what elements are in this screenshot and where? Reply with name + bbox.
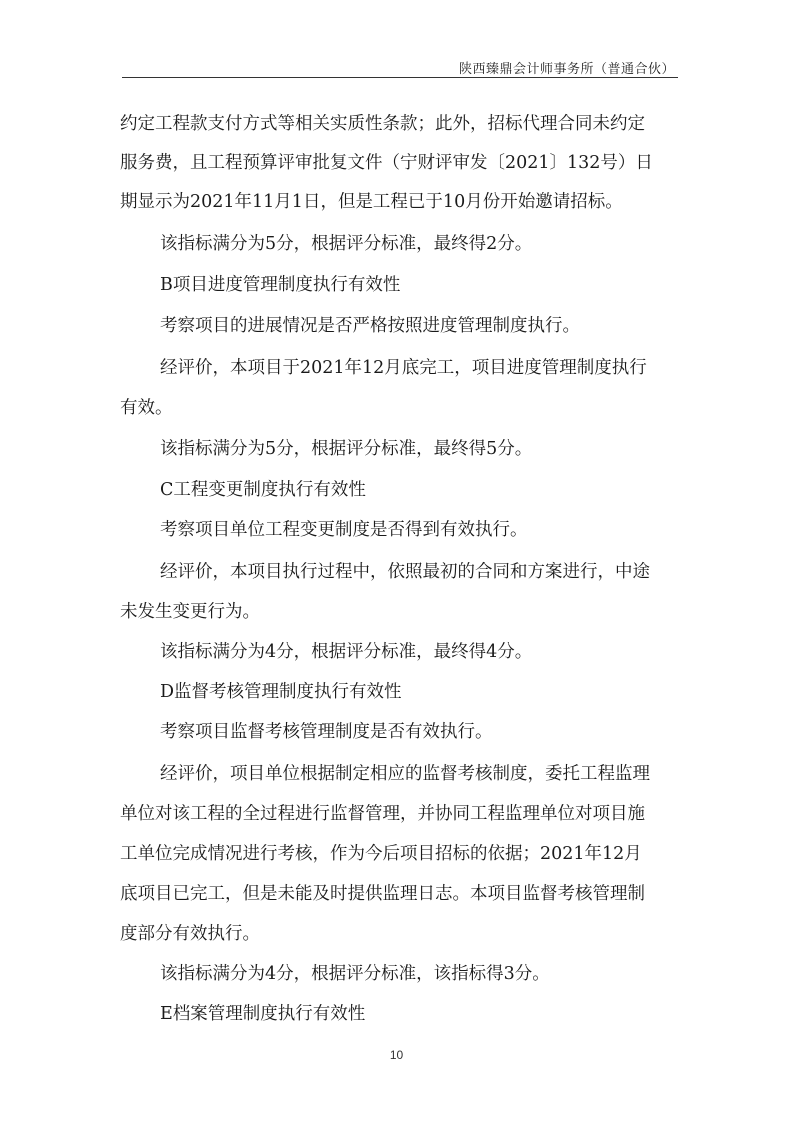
paragraph-line: 经评价，本项目执行过程中，依照最初的合同和方案进行，中途 [160, 562, 650, 582]
section-heading: E档案管理制度执行有效性 [160, 1004, 366, 1024]
score-line: 该指标满分为4分，根据评分标准，最终得4分。 [160, 642, 533, 662]
score-line: 该指标满分为4分，根据评分标准，该指标得3分。 [160, 964, 550, 984]
paragraph-line: 考察项目监督考核管理制度是否有效执行。 [160, 722, 493, 742]
paragraph-line: 期显示为2021年11月1日，但是工程已于10月份开始邀请招标。 [120, 192, 623, 212]
header-divider [122, 77, 678, 78]
page-number: 10 [389, 1048, 404, 1062]
paragraph-line: 工单位完成情况进行考核，作为今后项目招标的依据；2021年12月 [120, 844, 642, 864]
paragraph-line: 服务费，且工程预算评审批复文件（宁财评审发〔2021〕132号）日 [120, 153, 653, 173]
paragraph-line: 未发生变更行为。 [120, 602, 260, 622]
paragraph-line: 考察项目单位工程变更制度是否得到有效执行。 [160, 520, 528, 540]
page-header [0, 0, 793, 80]
paragraph-line: 考察项目的进展情况是否严格按照进度管理制度执行。 [160, 316, 580, 336]
paragraph-line: 单位对该工程的全过程进行监督管理，并协同工程监理单位对项目施 [120, 804, 645, 824]
paragraph-line: 度部分有效执行。 [120, 924, 260, 944]
section-heading: B项目进度管理制度执行有效性 [160, 275, 401, 295]
section-heading: C工程变更制度执行有效性 [160, 480, 366, 500]
score-line: 该指标满分为5分，根据评分标准，最终得2分。 [160, 234, 533, 254]
paragraph-line: 约定工程款支付方式等相关实质性条款；此外，招标代理合同未约定 [120, 114, 645, 134]
section-heading: D监督考核管理制度执行有效性 [160, 682, 402, 702]
paragraph-line: 有效。 [120, 398, 173, 418]
score-line: 该指标满分为5分，根据评分标准，最终得5分。 [160, 439, 533, 459]
firm-name: 陕西臻鼎会计师事务所（普通合伙） [458, 62, 675, 77]
paragraph-line: 经评价，项目单位根据制定相应的监督考核制度，委托工程监理 [160, 764, 650, 784]
paragraph-line: 经评价，本项目于2021年12月底完工，项目进度管理制度执行 [160, 358, 647, 378]
paragraph-line: 底项目已完工，但是未能及时提供监理日志。本项目监督考核管理制 [120, 884, 645, 904]
